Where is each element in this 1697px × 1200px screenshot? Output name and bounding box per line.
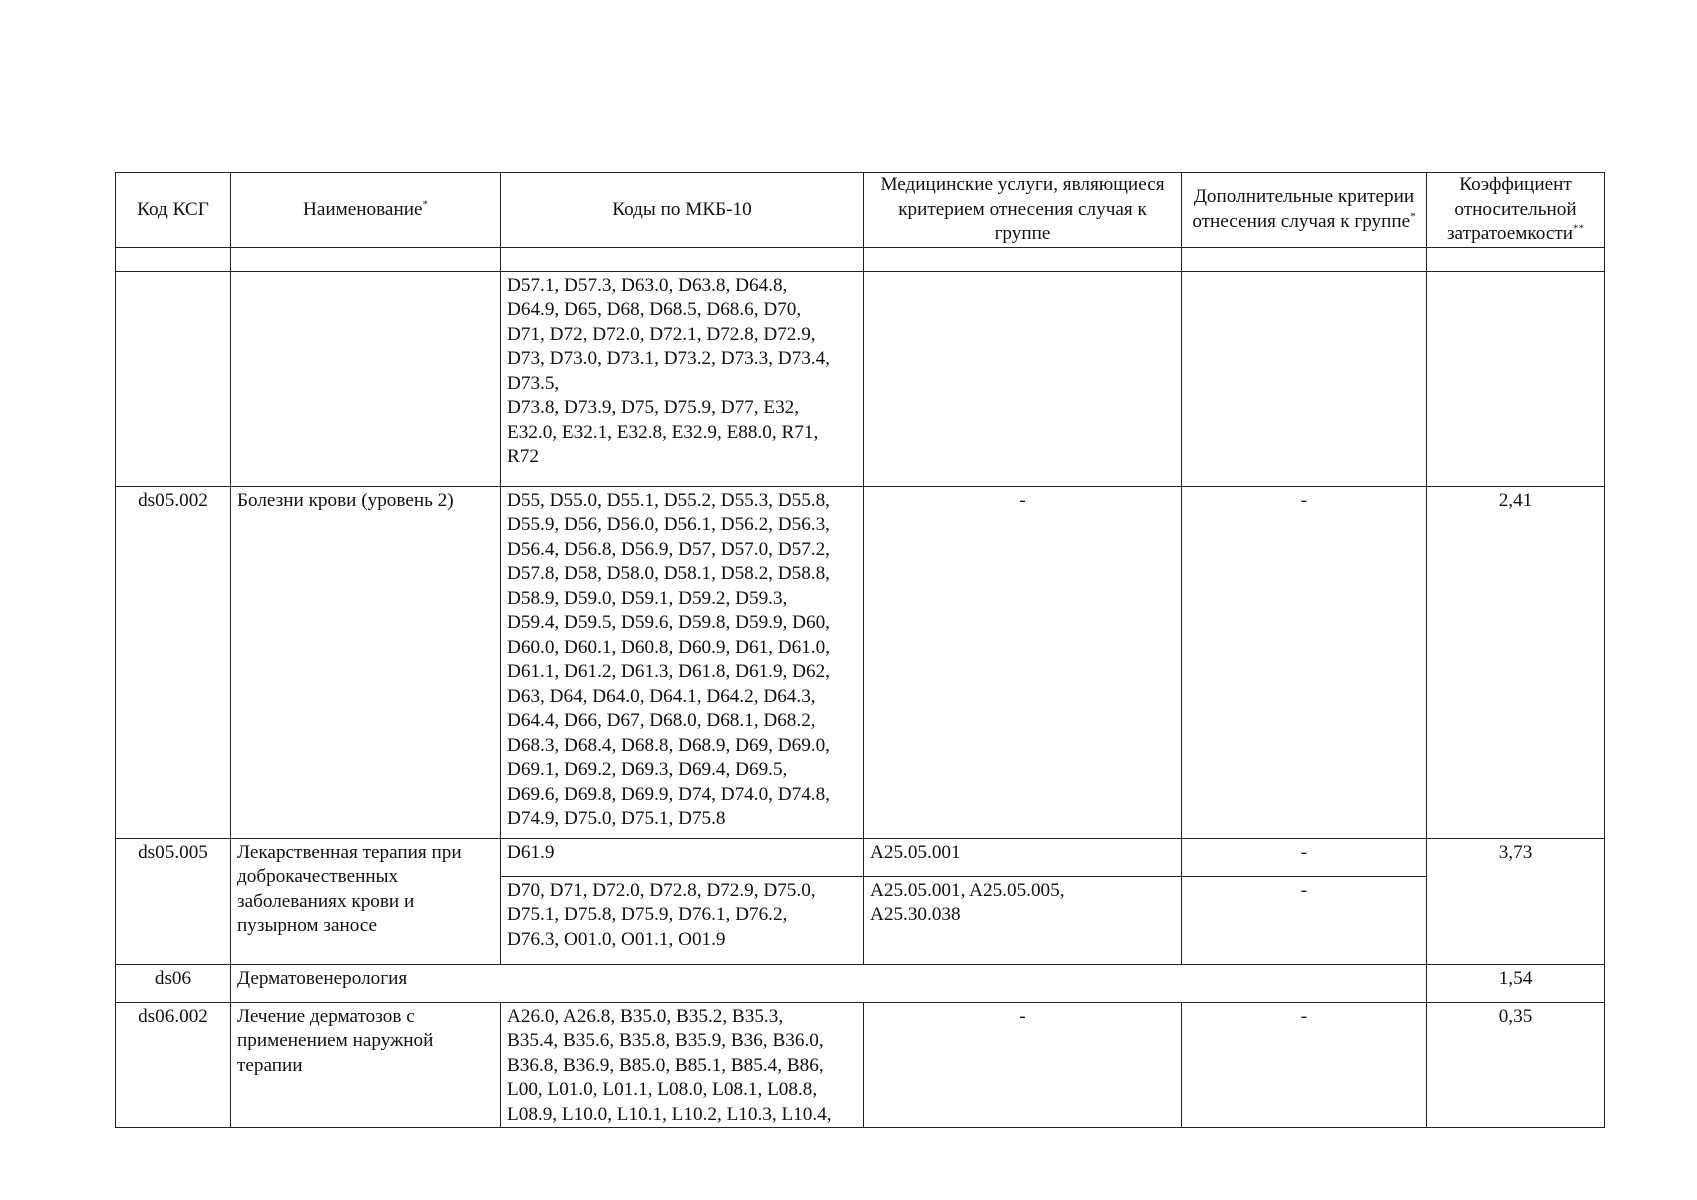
header-criteria: Дополнительные критерии отнесения случая к группе*	[1182, 173, 1427, 248]
cell-services	[864, 271, 1182, 486]
cell-coef: 1,54	[1427, 964, 1605, 1002]
cell-code: ds06	[116, 964, 231, 1002]
cell-name: Болезни крови (уровень 2)	[231, 486, 501, 838]
cell-icd: A26.0, A26.8, B35.0, B35.2, B35.3, B35.4, B35.6, B35.8, B35.9, B36, B36.0, B36.8, B36.9, B85.0, B85.1, B85.4, B86, L00, L01.0, L01.1, L08.0, L08.1, L08.8, L08.9, L10.0, L10.1, L10.2, L10.3, L10.4,	[501, 1002, 864, 1128]
spacer-cell	[1427, 247, 1605, 271]
cell-criteria	[1182, 271, 1427, 486]
cell-criteria: -	[1182, 1002, 1427, 1128]
header-icd: Коды по МКБ-10	[501, 173, 864, 248]
cell-name: Лекарственная терапия при доброкачественных заболеваниях крови и пузырном заносе	[231, 838, 501, 964]
cell-coef	[1427, 271, 1605, 486]
spacer-cell	[1182, 247, 1427, 271]
header-coef: Коэффициент относительной затратоемкости**	[1427, 173, 1605, 248]
cell-services: -	[864, 486, 1182, 838]
header-row	[116, 173, 1605, 248]
cell-icd: D61.9	[501, 838, 864, 876]
cell-icd: D57.1, D57.3, D63.0, D63.8, D64.8, D64.9, D65, D68, D68.5, D68.6, D70, D71, D72, D72.0, D72.1, D72.8, D72.9, D73, D73.0, D73.1, D73.2, D73.3, D73.4, D73.5, D73.8, D73.9, D75, D75.9, D77, E32, E32.0, E32.1, E32.8, E32.9, E88.0, R71, R72	[501, 271, 864, 486]
cell-name: Дерматовенерология	[231, 964, 1427, 1002]
cell-criteria: -	[1182, 486, 1427, 838]
cell-services: A25.05.001	[864, 838, 1182, 876]
cell-criteria: -	[1182, 838, 1427, 876]
table-row	[116, 964, 1605, 1002]
cell-services: A25.05.001, A25.05.005, A25.30.038	[864, 876, 1182, 964]
spacer-cell	[864, 247, 1182, 271]
cell-code: ds06.002	[116, 1002, 231, 1128]
spacer-cell	[116, 247, 231, 271]
cell-coef: 2,41	[1427, 486, 1605, 838]
spacer-row	[116, 247, 1605, 271]
header-name: Наименование*	[231, 173, 501, 248]
spacer-cell	[231, 247, 501, 271]
cell-code: ds05.005	[116, 838, 231, 964]
cell-code: ds05.002	[116, 486, 231, 838]
cell-coef: 3,73	[1427, 838, 1605, 964]
header-services: Медицинские услуги, являющиеся критерием отнесения случая к группе	[864, 173, 1182, 248]
cell-criteria: -	[1182, 876, 1427, 964]
table-row	[116, 271, 1605, 486]
cell-coef: 0,35	[1427, 1002, 1605, 1128]
cell-icd: D70, D71, D72.0, D72.8, D72.9, D75.0, D75.1, D75.8, D75.9, D76.1, D76.2, D76.3, O01.0, O01.1, O01.9	[501, 876, 864, 964]
table-row	[116, 1002, 1605, 1128]
cell-icd: D55, D55.0, D55.1, D55.2, D55.3, D55.8, D55.9, D56, D56.0, D56.1, D56.2, D56.3, D56.4, D56.8, D56.9, D57, D57.0, D57.2, D57.8, D58, D58.0, D58.1, D58.2, D58.8, D58.9, D59.0, D59.1, D59.2, D59.3, D59.4, D59.5, D59.6, D59.8, D59.9, D60, D60.0, D60.1, D60.8, D60.9, D61, D61.0, D61.1, D61.2, D61.3, D61.8, D61.9, D62, D63, D64, D64.0, D64.1, D64.2, D64.3, D64.4, D66, D67, D68.0, D68.1, D68.2, D68.3, D68.4, D68.8, D68.9, D69, D69.0, D69.1, D69.2, D69.3, D69.4, D69.5, D69.6, D69.8, D69.9, D74, D74.0, D74.8, D74.9, D75.0, D75.1, D75.8	[501, 486, 864, 838]
cell-services: -	[864, 1002, 1182, 1128]
table-row	[116, 838, 1605, 876]
table-row	[116, 486, 1605, 838]
cell-name: Лечение дерматозов с применением наружной терапии	[231, 1002, 501, 1128]
cell-code	[116, 271, 231, 486]
cell-name	[231, 271, 501, 486]
header-code: Код КСГ	[116, 173, 231, 248]
ksg-table	[115, 172, 1605, 1128]
spacer-cell	[501, 247, 864, 271]
